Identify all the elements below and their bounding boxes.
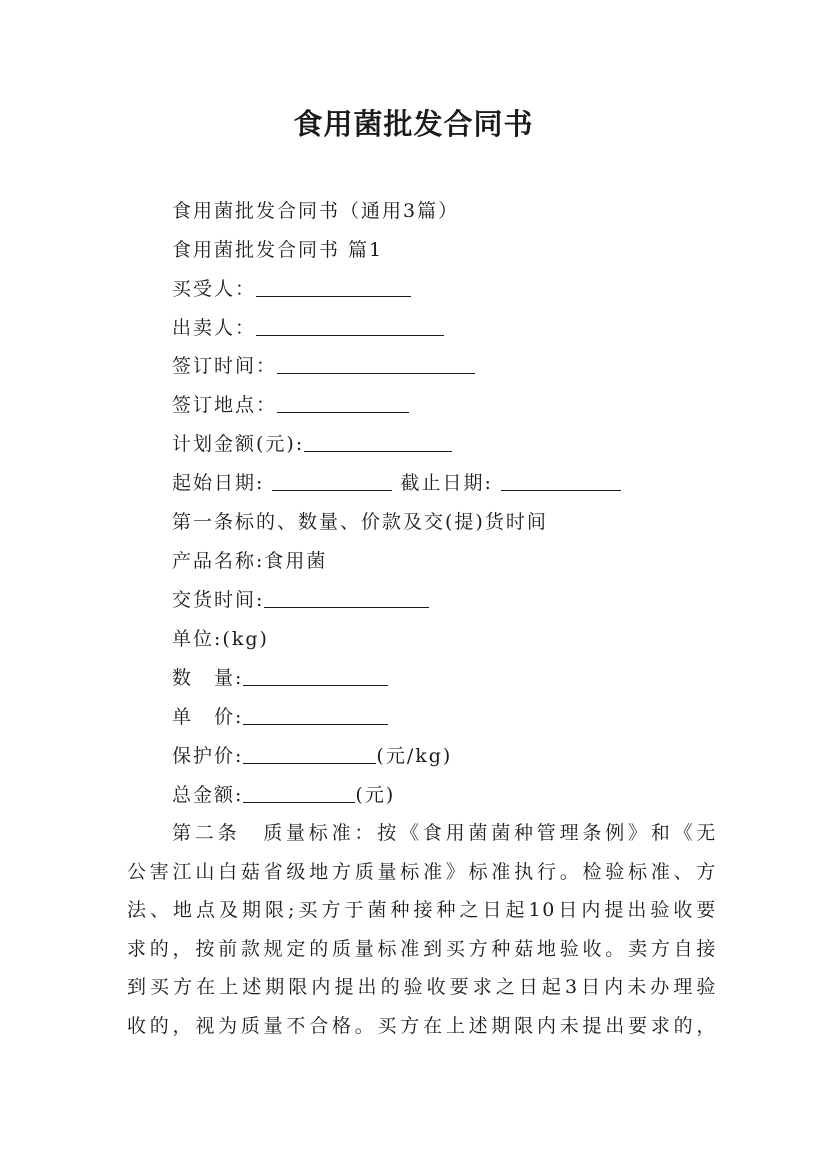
protect-price-line	[172, 744, 452, 768]
total-amount-label: 总金额:	[172, 784, 244, 806]
protect-price-label: 保护价:	[172, 745, 244, 767]
date-range-line	[172, 471, 621, 495]
sign-time-blank	[277, 355, 475, 374]
plan-amount-line	[172, 432, 452, 456]
plan-amount-blank	[304, 433, 452, 452]
unit-line: 单位:(kg)	[172, 628, 269, 650]
total-amount-unit: (元)	[355, 784, 396, 806]
unit-price-label: 单 价:	[172, 706, 244, 728]
unit-price-line	[172, 705, 388, 729]
seller-label: 出卖人：	[172, 317, 257, 339]
product-name: 产品名称:食用菌	[172, 550, 328, 572]
seller-line	[172, 316, 444, 340]
buyer-label: 买受人：	[172, 278, 257, 300]
quantity-line	[172, 666, 388, 690]
quantity-blank	[243, 667, 388, 686]
sign-time-line	[172, 354, 475, 378]
article2-line: 求的，按前款规定的质量标准到买方种菇地验收。卖方自接	[127, 937, 717, 960]
unit-price-blank	[243, 706, 388, 725]
delivery-time-blank	[264, 589, 429, 608]
quantity-label: 数 量:	[172, 667, 244, 689]
article2-line: 法、地点及期限;买方于菌种接种之日起10日内提出验收要	[127, 899, 717, 922]
start-date-blank	[272, 472, 392, 491]
article2-paragraph	[127, 814, 717, 1046]
article2-line: 公害江山白菇省级地方质量标准》标准执行。检验标准、方	[127, 860, 717, 883]
end-date-label: 截止日期:	[400, 472, 493, 494]
buyer-blank	[256, 278, 411, 297]
sign-place-label: 签订地点：	[172, 394, 278, 416]
article2-line: 第二条 质量标准：按《食用菌菌种管理条例》和《无	[172, 822, 717, 844]
delivery-time-line	[172, 588, 429, 612]
sign-place-line	[172, 393, 409, 417]
subtitle: 食用菌批发合同书（通用3篇）	[172, 200, 460, 222]
seller-blank	[256, 317, 444, 336]
sign-time-label: 签订时间：	[172, 355, 278, 377]
protect-price-unit: (元/kg)	[376, 745, 453, 767]
buyer-line	[172, 277, 411, 301]
part-heading: 食用菌批发合同书 篇1	[172, 239, 384, 261]
article1-heading: 第一条标的、数量、价款及交(提)货时间	[172, 511, 548, 533]
end-date-blank	[501, 472, 621, 491]
sign-place-blank	[277, 394, 409, 413]
start-date-label: 起始日期:	[172, 472, 265, 494]
total-amount-blank	[243, 784, 355, 803]
article2-line: 到买方在上述期限内提出的验收要求之日起3日内未办理验	[127, 976, 717, 999]
article2-line: 收的，视为质量不合格。买方在上述期限内未提出要求的，	[127, 1014, 717, 1037]
document-title: 食用菌批发合同书	[293, 107, 534, 141]
delivery-time-label: 交货时间:	[172, 589, 265, 611]
total-amount-line	[172, 783, 395, 807]
protect-price-blank	[243, 745, 376, 764]
plan-amount-label: 计划金额(元):	[172, 433, 305, 455]
